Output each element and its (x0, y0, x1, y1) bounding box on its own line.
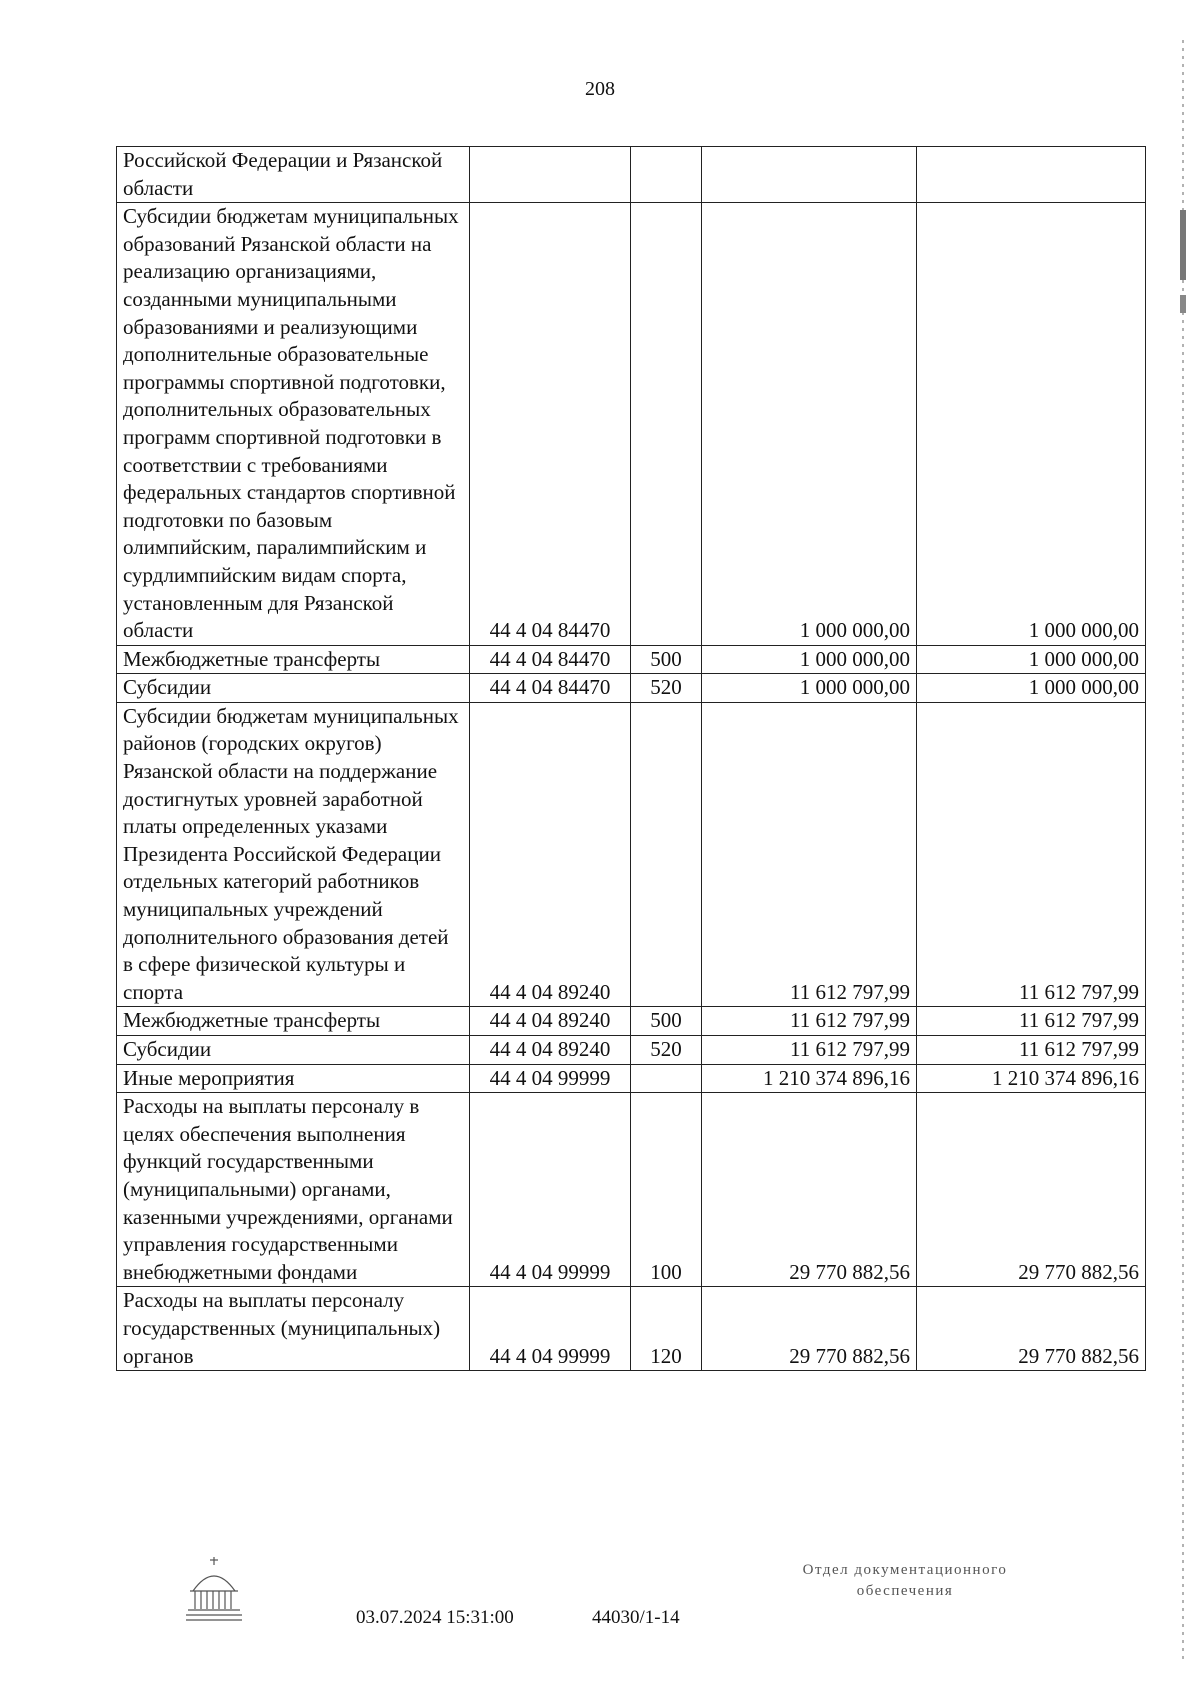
row-code: 44 4 04 89240 (470, 1007, 631, 1036)
row-expense-type (631, 147, 702, 203)
department-stamp (740, 1560, 1070, 1602)
row-amount-2: 11 612 797,99 (917, 702, 1146, 1007)
row-expense-type: 520 (631, 674, 702, 703)
row-code (470, 147, 631, 203)
row-amount-1: 1 000 000,00 (702, 203, 917, 646)
row-name: Межбюджетные трансферты (117, 645, 470, 674)
row-amount-1: 1 000 000,00 (702, 645, 917, 674)
row-amount-2: 29 770 882,56 (917, 1287, 1146, 1371)
row-code: 44 4 04 84470 (470, 203, 631, 646)
row-name: Субсидии бюджетам муниципальных образований Рязанской области на реализацию организациями, созданными муниципальными образованиями и реализующими дополнительные образовательные программы спортивной подготовки, дополнительных образовательных программ спортивной подготовки в соответствии с требованиями федеральных стандартов спортивной подготовки по базовым олимпийским, паралимпийским и сурдлимпийским видам спорта, установленным для Рязанской области (117, 203, 470, 646)
row-code: 44 4 04 99999 (470, 1287, 631, 1371)
table-row (117, 1007, 1146, 1036)
row-expense-type (631, 203, 702, 646)
table-row (117, 203, 1146, 646)
row-amount-1: 29 770 882,56 (702, 1093, 917, 1287)
row-expense-type: 100 (631, 1093, 702, 1287)
stamp-line-1: Отдел документационного (802, 1562, 1008, 1578)
stamp-line-2: обеспечения (856, 1583, 954, 1599)
table-row (117, 702, 1146, 1007)
row-amount-2: 1 000 000,00 (917, 674, 1146, 703)
footer-date: 03.07.2024 15:31:00 (356, 1607, 514, 1628)
table-row (117, 1287, 1146, 1371)
row-expense-type (631, 1064, 702, 1093)
row-amount-1: 11 612 797,99 (702, 1007, 917, 1036)
row-name: Субсидии (117, 1036, 470, 1065)
table-row (117, 1093, 1146, 1287)
row-expense-type: 500 (631, 1007, 702, 1036)
row-amount-1: 1 210 374 896,16 (702, 1064, 917, 1093)
row-amount-2: 29 770 882,56 (917, 1093, 1146, 1287)
row-expense-type (631, 702, 702, 1007)
row-name: Иные мероприятия (117, 1064, 470, 1093)
row-code: 44 4 04 89240 (470, 702, 631, 1007)
row-amount-2 (917, 147, 1146, 203)
row-code: 44 4 04 89240 (470, 1036, 631, 1065)
row-amount-2: 1 210 374 896,16 (917, 1064, 1146, 1093)
row-amount-2: 11 612 797,99 (917, 1036, 1146, 1065)
row-amount-2: 1 000 000,00 (917, 203, 1146, 646)
row-expense-type: 120 (631, 1287, 702, 1371)
row-name: Субсидии (117, 674, 470, 703)
duma-emblem-icon (183, 1555, 245, 1625)
row-code: 44 4 04 99999 (470, 1064, 631, 1093)
table-row (117, 645, 1146, 674)
row-amount-2: 1 000 000,00 (917, 645, 1146, 674)
scan-edge-artifact (1180, 40, 1186, 1660)
row-amount-1: 1 000 000,00 (702, 674, 917, 703)
row-code: 44 4 04 99999 (470, 1093, 631, 1287)
row-name: Субсидии бюджетам муниципальных районов (городских округов) Рязанской области на поддержание достигнутых уровней заработной платы определенных указами Президента Российской Федерации отдельных категорий работников муниципальных учреждений дополнительного образования детей в сфере физической культуры и спорта (117, 702, 470, 1007)
row-amount-2: 11 612 797,99 (917, 1007, 1146, 1036)
row-amount-1 (702, 147, 917, 203)
table-row (117, 674, 1146, 703)
row-code: 44 4 04 84470 (470, 645, 631, 674)
row-name: Расходы на выплаты персоналу в целях обеспечения выполнения функций государственными (муниципальными) органами, казенными учреждениями, органами управления государственными внебюджетными фондами (117, 1093, 470, 1287)
row-code: 44 4 04 84470 (470, 674, 631, 703)
row-expense-type: 500 (631, 645, 702, 674)
row-name: Межбюджетные трансферты (117, 1007, 470, 1036)
table-row (117, 1036, 1146, 1065)
row-expense-type: 520 (631, 1036, 702, 1065)
row-amount-1: 29 770 882,56 (702, 1287, 917, 1371)
page-number: 208 (585, 78, 615, 100)
budget-table (116, 146, 1146, 1371)
row-name: Расходы на выплаты персоналу государственных (муниципальных) органов (117, 1287, 470, 1371)
table-row (117, 147, 1146, 203)
footer-registration-number: 44030/1-14 (592, 1607, 680, 1628)
row-name: Российской Федерации и Рязанской области (117, 147, 470, 203)
table-row (117, 1064, 1146, 1093)
row-amount-1: 11 612 797,99 (702, 1036, 917, 1065)
row-amount-1: 11 612 797,99 (702, 702, 917, 1007)
